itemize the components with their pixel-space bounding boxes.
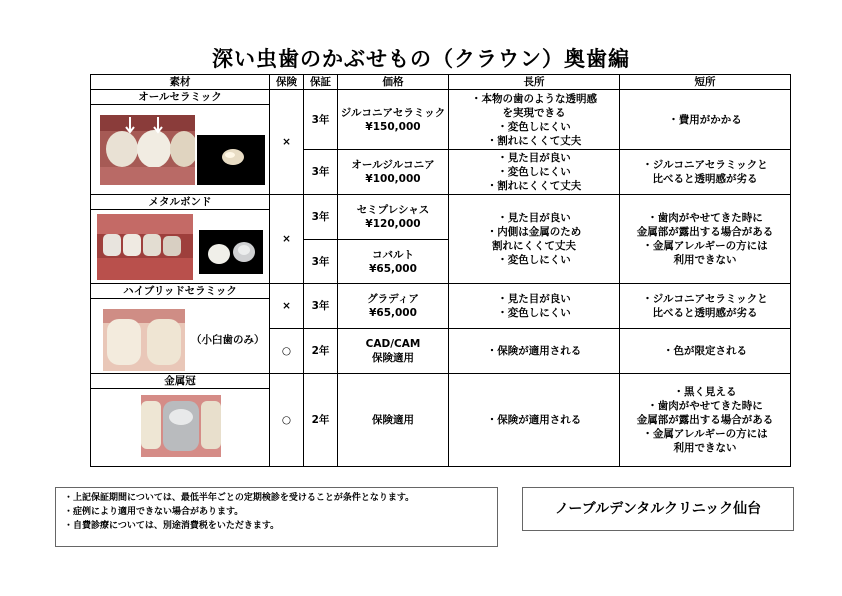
cons [620, 195, 791, 284]
table-row [91, 90, 791, 150]
con-line: 利用できない [673, 254, 737, 266]
hybrid-note: （小臼歯のみ） [191, 334, 265, 346]
insurance-allceramic: × [270, 90, 304, 195]
cons [620, 150, 791, 195]
pro-line: ・変色しにくい [497, 307, 571, 319]
price-type: セミプレシャス [356, 204, 430, 216]
header-material: 素材 [91, 75, 270, 90]
pro-line: ・保険が適用される [486, 345, 582, 357]
material-name: オールセラミック [91, 90, 269, 105]
con-line: 利用できない [673, 442, 737, 454]
con-line: 比べると透明感が劣る [652, 307, 758, 319]
pro-line: ・割れにくくて丈夫 [486, 134, 582, 147]
crown-comparison-table [90, 74, 790, 467]
header-cons: 短所 [620, 75, 791, 90]
price: 保険適用 [338, 374, 449, 467]
warranty: 3年 [304, 195, 338, 240]
note-line: ・上記保証期間については、最低半年ごとの定期検診を受けることが条件となります。 [64, 493, 415, 503]
pro-line: ・保険が適用される [486, 414, 582, 426]
price [338, 90, 449, 150]
price-value: ¥65,000 [369, 262, 417, 275]
cons [620, 329, 791, 374]
pro-line: ・見た目が良い [497, 212, 571, 224]
pro-line: ・割れにくくて丈夫 [486, 180, 582, 192]
allceramic-mouth-photo [100, 115, 195, 185]
material-name: 金属冠 [91, 374, 269, 389]
metal-crown-photo [141, 395, 221, 457]
price-type: ジルコニアセラミック [340, 106, 446, 119]
price [338, 150, 449, 195]
cons [620, 284, 791, 329]
con-line: ・金属アレルギーの方には [642, 428, 768, 440]
con-line: ・黒く見える [673, 386, 737, 398]
price-type: CAD/CAM [365, 338, 421, 350]
pro-line: ・見た目が良い [497, 152, 571, 164]
con-line: ・歯肉がやせてきた時に [647, 400, 763, 412]
insurance-metal: ○ [270, 374, 304, 467]
header-warranty: 保証 [304, 75, 338, 90]
header-pros: 長所 [449, 75, 620, 90]
con-line: ・歯肉がやせてきた時に [647, 212, 763, 224]
pros [449, 195, 620, 284]
header-insurance: 保険 [270, 75, 304, 90]
notes-box [55, 487, 498, 547]
pro-line: ・本物の歯のような透明感 [471, 92, 597, 105]
note-line: ・自費診療については、別途消費税をいただきます。 [64, 521, 280, 531]
table-header-row [91, 75, 791, 90]
pro-line: ・変色しにくい [497, 254, 571, 266]
warranty: 3年 [304, 150, 338, 195]
pro-line: ・変色しにくい [497, 166, 571, 178]
warranty: 2年 [304, 374, 338, 467]
price-type: コバルト [372, 248, 414, 261]
warranty: 3年 [304, 90, 338, 150]
price-value: ¥100,000 [365, 173, 421, 185]
con-line: ・金属アレルギーの方には [642, 240, 768, 252]
price [338, 240, 449, 284]
pros [449, 374, 620, 467]
insurance: × [270, 284, 304, 329]
table-row [91, 284, 791, 329]
note-line: ・症例により適用できない場合があります。 [64, 507, 244, 517]
insurance: ○ [270, 329, 304, 374]
pros [449, 150, 620, 195]
table-row [91, 195, 791, 240]
page-title: 深い虫歯のかぶせもの（クラウン）奥歯編 [212, 47, 630, 71]
con-line: ・色が限定される [663, 345, 747, 357]
con-line: 金属部が露出する場合がある [636, 226, 774, 238]
price-value: ¥120,000 [365, 218, 421, 230]
price-value: ¥150,000 [365, 120, 421, 133]
con-line: ・費用がかかる [668, 113, 742, 126]
material-metalbond [91, 195, 270, 284]
material-allceramic [91, 90, 270, 195]
material-name: ハイブリッドセラミック [91, 284, 269, 299]
pro-line: ・内側は金属のため [486, 226, 582, 238]
pros [449, 284, 620, 329]
allceramic-crown-photo [197, 135, 265, 185]
insurance-metalbond: × [270, 195, 304, 284]
price [338, 329, 449, 374]
metalbond-crown-photo [199, 230, 263, 274]
price [338, 284, 449, 329]
warranty: 3年 [304, 284, 338, 329]
pro-line: を実現できる [502, 106, 566, 119]
price-value: ¥65,000 [369, 307, 417, 319]
pros [449, 90, 620, 150]
pros [449, 329, 620, 374]
header-price: 価格 [338, 75, 449, 90]
cons [620, 374, 791, 467]
con-line: 金属部が露出する場合がある [636, 414, 774, 426]
material-name: メタルボンド [91, 195, 269, 210]
metalbond-mouth-photo [97, 214, 193, 280]
con-line: ・ジルコニアセラミックと [642, 159, 768, 171]
pro-line: ・変色しにくい [497, 120, 571, 133]
clinic-name: ノーブルデンタルクリニック仙台 [522, 487, 794, 531]
table-row [91, 374, 791, 467]
price-type: オールジルコニア [351, 159, 435, 171]
pro-line: 割れにくくて丈夫 [492, 240, 576, 252]
hybrid-teeth-photo [103, 309, 185, 371]
con-line: 比べると透明感が劣る [652, 173, 758, 185]
material-metal [91, 374, 270, 467]
material-hybrid [91, 284, 270, 374]
price-type: グラディア [367, 293, 419, 305]
price-value: 保険適用 [372, 352, 414, 364]
pro-line: ・見た目が良い [497, 293, 571, 305]
price [338, 195, 449, 240]
cons [620, 90, 791, 150]
warranty: 2年 [304, 329, 338, 374]
warranty: 3年 [304, 240, 338, 284]
con-line: ・ジルコニアセラミックと [642, 293, 768, 305]
